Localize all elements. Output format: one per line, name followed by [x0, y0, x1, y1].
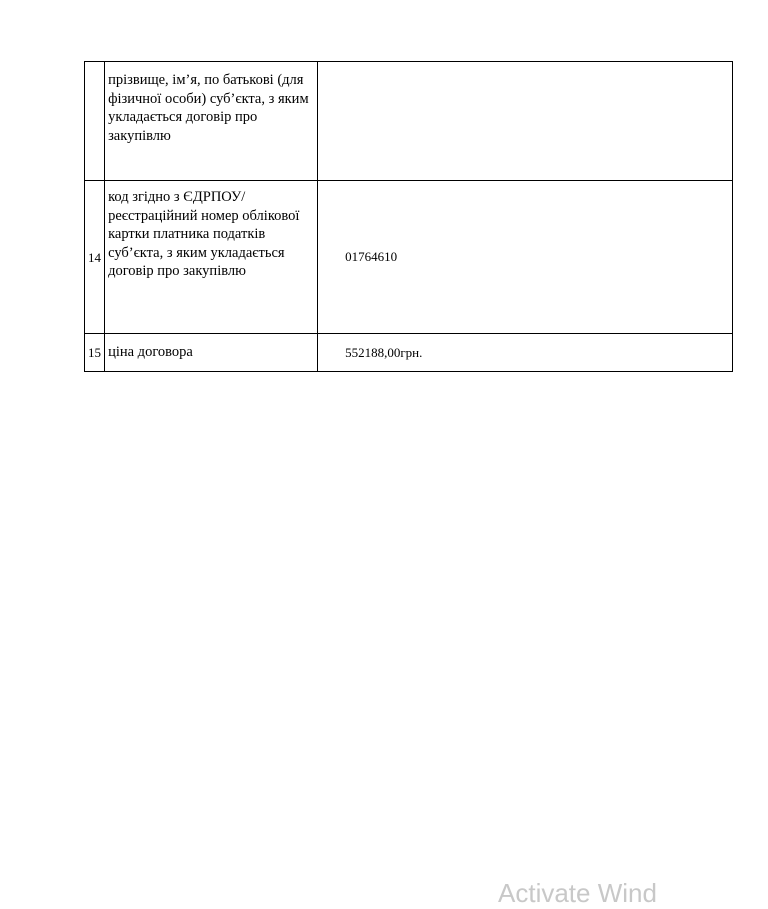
row-label: ціна договора	[105, 334, 318, 372]
row-label: прізвище, ім’я, по батькові (для фізичної особи) суб’єкта, з яким укладається договір про закупівлю	[105, 62, 318, 181]
table-row	[85, 334, 733, 372]
row-number	[85, 62, 105, 181]
row-value	[318, 62, 733, 181]
row-number: 15	[85, 334, 105, 372]
row-value: 01764610	[318, 181, 733, 334]
row-label: код згідно з ЄДРПОУ/реєстраційний номер облікової картки платника податків суб’єкта, з яким укладається договір про закупівлю	[105, 181, 318, 334]
table-row	[85, 181, 733, 334]
activation-watermark: Activate Wind	[498, 878, 657, 908]
row-value: 552188,00грн.	[318, 334, 733, 372]
row-number: 14	[85, 181, 105, 334]
document-table	[84, 61, 733, 372]
table-row	[85, 62, 733, 181]
